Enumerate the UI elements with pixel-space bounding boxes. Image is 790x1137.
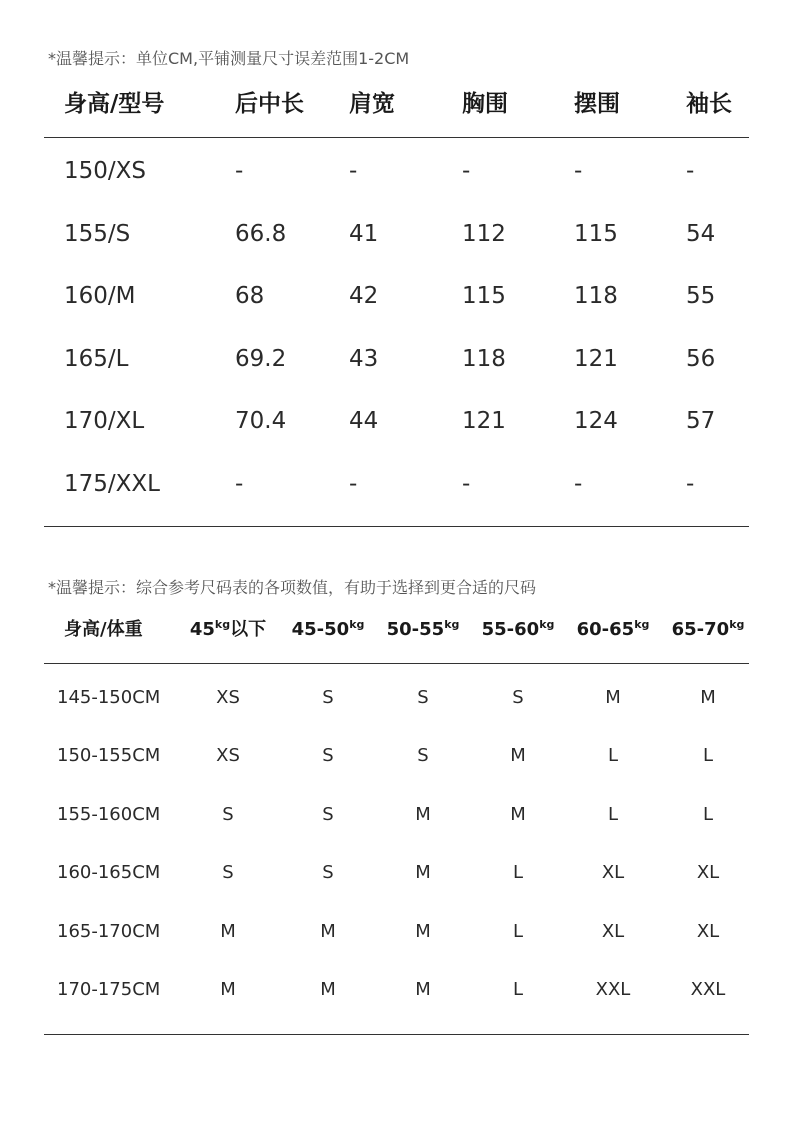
cell-size-45-below: M [220, 979, 236, 1000]
cell-height-range: 150-155CM [57, 745, 161, 767]
reference-table-row [0, 914, 790, 950]
cell-size-55-60: L [512, 920, 524, 942]
cell-height-range: 145-150CM [57, 687, 161, 708]
cell-size-45-below: XS [216, 687, 240, 708]
size-table-row [0, 151, 790, 191]
cell-back-length: 66.8 [235, 220, 287, 247]
cell-hem: 118 [574, 283, 618, 310]
cell-size-50-55: M [415, 979, 431, 1000]
cell-back-length: - [235, 471, 244, 497]
size-table-header [0, 84, 790, 124]
size-table-row [0, 276, 790, 316]
header-back-length: 后中长 [235, 91, 304, 117]
reference-table-row [0, 855, 790, 891]
header-weight-55-60: $55-60^{kg}$ [481, 618, 555, 640]
size-table-note: *温馨提示：单位CM,平铺测量尺寸误差范围1-2CM [48, 49, 410, 68]
table-divider [44, 526, 749, 527]
size-table-row [0, 214, 790, 254]
cell-hem: 115 [574, 220, 618, 247]
cell-size-60-65: L [607, 803, 619, 825]
cell-sleeve: 54 [686, 220, 716, 247]
table-divider [44, 1034, 749, 1035]
cell-shoulder: 43 [349, 345, 379, 372]
reference-table-note: *温馨提示：综合参考尺码表的各项数值，有助于选择到更合适的尺码 [48, 578, 537, 597]
reference-table-row [0, 738, 790, 774]
cell-size-50-55: S [417, 687, 429, 708]
cell-chest: 121 [462, 408, 506, 435]
header-weight-65-70: $65-70^{kg}$ [671, 618, 745, 640]
cell-size-45-50: M [320, 979, 336, 1000]
cell-back-length: 68 [235, 283, 265, 310]
cell-size-55-60: L [512, 862, 524, 884]
cell-size-65-70: XL [696, 920, 720, 942]
cell-size-65-70: XXL [690, 979, 726, 1000]
cell-height-model: 150/XS [64, 158, 147, 184]
cell-shoulder: - [349, 471, 358, 497]
cell-height-range: 170-175CM [57, 979, 161, 1000]
cell-size-45-50: S [322, 745, 334, 767]
cell-shoulder: 41 [349, 220, 379, 247]
cell-shoulder: - [349, 158, 358, 184]
cell-size-55-60: S [512, 687, 524, 708]
cell-back-length: 70.4 [235, 408, 287, 435]
header-weight-45-below: $45^{kg}$以下 [189, 618, 267, 640]
header-weight-50-55: $50-55^{kg}$ [386, 618, 460, 640]
size-table-row [0, 464, 790, 504]
header-height-model: 身高/型号 [64, 91, 165, 117]
cell-chest: 115 [462, 283, 506, 310]
cell-size-60-65: XL [601, 862, 625, 884]
cell-chest: - [462, 158, 471, 184]
header-weight-45-50: $45-50^{kg}$ [291, 618, 365, 640]
cell-size-65-70: L [702, 745, 714, 767]
cell-sleeve: 57 [686, 408, 716, 435]
table-divider [44, 137, 749, 138]
size-table-row [0, 339, 790, 379]
cell-size-55-60: L [512, 979, 524, 1000]
cell-size-60-65: XL [601, 920, 625, 942]
cell-size-45-50: S [322, 687, 334, 708]
cell-size-65-70: M [700, 687, 716, 708]
header-shoulder: 肩宽 [349, 91, 395, 117]
cell-chest: 118 [462, 345, 506, 372]
cell-height-model: 170/XL [64, 408, 145, 435]
cell-hem: 124 [574, 408, 618, 435]
cell-sleeve: - [686, 158, 695, 184]
cell-size-60-65: XXL [595, 979, 631, 1000]
reference-table-row [0, 972, 790, 1008]
header-chest: 胸围 [462, 91, 508, 117]
cell-size-65-70: L [702, 803, 714, 825]
cell-back-length: - [235, 158, 244, 184]
cell-size-45-50: S [322, 862, 334, 884]
cell-shoulder: 44 [349, 408, 379, 435]
cell-size-65-70: XL [696, 862, 720, 884]
cell-height-range: 165-170CM [57, 920, 161, 942]
cell-size-45-below: S [222, 862, 234, 884]
cell-height-range: 155-160CM [57, 803, 161, 825]
header-weight-60-65: $60-65^{kg}$ [576, 618, 650, 640]
cell-size-50-55: M [415, 803, 431, 825]
cell-size-50-55: M [415, 862, 431, 884]
cell-size-60-65: L [607, 745, 619, 767]
cell-size-55-60: M [510, 745, 526, 767]
cell-size-55-60: M [510, 803, 526, 825]
cell-height-model: 165/L [64, 345, 129, 372]
header-sleeve: 袖长 [686, 91, 732, 117]
size-table-row [0, 401, 790, 441]
cell-hem: - [574, 158, 583, 184]
cell-sleeve: 56 [686, 345, 716, 372]
reference-table-header [0, 612, 790, 648]
cell-size-45-below: M [220, 920, 236, 942]
cell-hem: 121 [574, 345, 618, 372]
header-hem: 摆围 [574, 91, 620, 117]
cell-size-50-55: M [415, 920, 431, 942]
cell-size-60-65: M [605, 687, 621, 708]
cell-size-45-50: S [322, 803, 334, 825]
cell-chest: 112 [462, 220, 506, 247]
cell-height-model: 160/M [64, 283, 136, 310]
table-divider [44, 663, 749, 664]
cell-size-45-below: S [222, 803, 234, 825]
reference-table-row [0, 797, 790, 833]
cell-hem: - [574, 471, 583, 497]
reference-table-row [0, 680, 790, 716]
cell-chest: - [462, 471, 471, 497]
cell-shoulder: 42 [349, 283, 379, 310]
cell-height-model: 155/S [64, 220, 131, 247]
cell-height-range: 160-165CM [57, 862, 161, 884]
cell-size-45-50: M [320, 920, 336, 942]
cell-back-length: 69.2 [235, 345, 287, 372]
cell-size-50-55: S [417, 745, 429, 767]
cell-size-45-below: XS [216, 745, 240, 767]
header-height-weight: 身高/体重 [64, 619, 143, 640]
cell-height-model: 175/XXL [64, 471, 160, 497]
cell-sleeve: - [686, 471, 695, 497]
cell-sleeve: 55 [686, 283, 716, 310]
